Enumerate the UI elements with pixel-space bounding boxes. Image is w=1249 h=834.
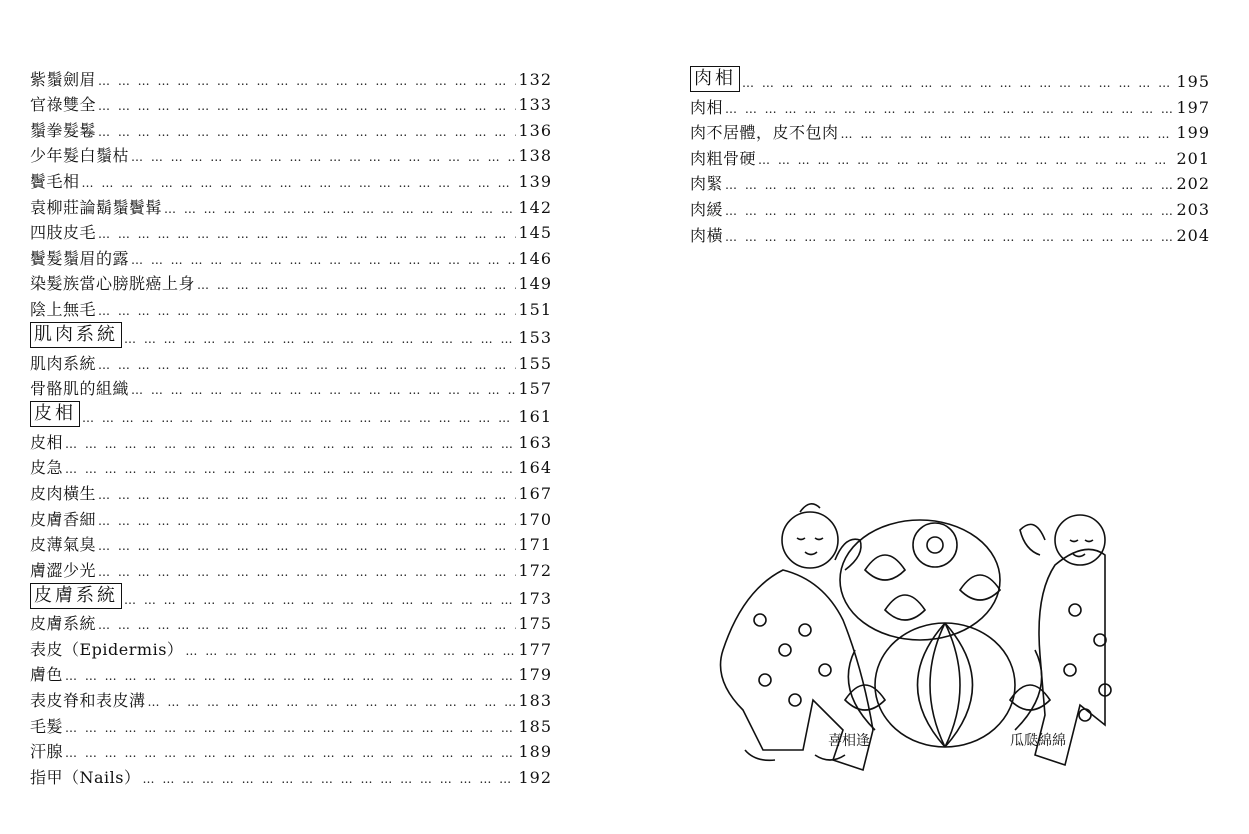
toc-leader-dots (124, 330, 516, 348)
toc-entry-title: 袁柳莊論鬍鬚鬢髯 (30, 197, 163, 217)
toc-entry-title: 鬢髮鬚眉的露 (30, 248, 130, 268)
toc-entry (30, 294, 552, 320)
toc-entry-title: 肉緩 (690, 199, 724, 219)
toc-leader-dots (98, 302, 516, 320)
toc-entry-page: 138 (518, 146, 552, 166)
toc-entry-title: 染髮族當心膀胱癌上身 (30, 274, 196, 294)
toc-section-heading (30, 399, 552, 427)
toc-entry-title: 四肢皮毛 (30, 223, 97, 243)
toc-entry-title: 肌肉系統 (30, 353, 97, 373)
toc-entry-title: 肉緊 (690, 174, 724, 194)
toc-entry-title: 鬢毛相 (30, 171, 80, 191)
toc-leader-dots (197, 276, 516, 294)
toc-entry-page: 164 (518, 458, 552, 478)
toc-entry-page: 155 (518, 353, 552, 373)
toc-leader-dots (65, 744, 516, 762)
toc-entry-title: 表皮（Epidermis） (30, 639, 184, 659)
toc-entry (30, 555, 552, 581)
toc-entry (30, 218, 552, 244)
toc-entry-page: 170 (518, 509, 552, 529)
toc-right-column (690, 64, 1210, 246)
toc-entry-title: 肉粗骨硬 (690, 148, 757, 168)
toc-entry-title: 皮相 (30, 432, 64, 452)
toc-leader-dots (98, 563, 516, 581)
toc-entry-page: 171 (518, 535, 552, 555)
toc-entry-page: 203 (1176, 199, 1210, 219)
toc-entry-title: 皮薄氣臭 (30, 535, 97, 555)
toc-entry (30, 737, 552, 763)
toc-entry-title: 肉不居體，皮不包肉 (690, 123, 839, 143)
toc-entry (30, 90, 552, 116)
toc-entry (30, 504, 552, 530)
toc-entry (30, 634, 552, 660)
toc-entry-page: 132 (518, 69, 552, 89)
toc-leader-dots (143, 770, 517, 788)
toc-entry-page: 173 (518, 588, 552, 608)
toc-entry-page: 197 (1176, 97, 1210, 117)
caption-right: 瓜瓞綿綿 (1010, 733, 1066, 749)
toc-entry (30, 609, 552, 635)
toc-leader-dots (65, 667, 516, 685)
toc-entry-title: 少年髮白鬚枯 (30, 146, 130, 166)
toc-entry (30, 348, 552, 374)
toc-entry (690, 220, 1210, 246)
toc-entry (30, 192, 552, 218)
toc-entry-page: 175 (518, 614, 552, 634)
toc-entry-title: 肉相 (690, 97, 724, 117)
toc-entry-page: 151 (518, 299, 552, 319)
toc-entry-page: 149 (518, 274, 552, 294)
toc-leader-dots (98, 537, 516, 555)
toc-leader-dots (98, 512, 516, 530)
toc-leader-dots (148, 693, 517, 711)
toc-entry (30, 453, 552, 479)
toc-entry-title: 膚色 (30, 665, 64, 685)
toc-entry-title: 皮膚系統 (30, 614, 97, 634)
toc-entry-title: 肉相 (690, 66, 740, 92)
toc-leader-dots (98, 97, 516, 115)
toc-section-heading (690, 64, 1210, 92)
toc-leader-dots (725, 202, 1174, 220)
toc-leader-dots (65, 460, 516, 478)
toc-leader-dots (131, 381, 516, 399)
right-boy-figure (1020, 515, 1111, 765)
toc-entry (30, 685, 552, 711)
toc-entry (30, 711, 552, 737)
toc-entry-page: 185 (518, 716, 552, 736)
toc-leader-dots (164, 200, 516, 218)
toc-entry-title: 皮肉橫生 (30, 483, 97, 503)
toc-entry (690, 92, 1210, 118)
toc-entry (690, 143, 1210, 169)
toc-leader-dots (185, 642, 516, 660)
toc-entry (690, 118, 1210, 144)
toc-entry-page: 133 (518, 95, 552, 115)
toc-entry-title: 皮膚香細 (30, 509, 97, 529)
toc-leader-dots (131, 148, 516, 166)
toc-entry-page: 153 (518, 327, 552, 347)
toc-entry-page: 167 (518, 483, 552, 503)
toc-entry-title: 肉橫 (690, 225, 724, 245)
toc-entry-title: 汗腺 (30, 742, 64, 762)
toc-entry-title: 陰上無毛 (30, 299, 97, 319)
toc-entry (30, 166, 552, 192)
melon-foliage (840, 520, 1050, 747)
toc-leader-dots (98, 356, 516, 374)
toc-entry-page: 136 (518, 120, 552, 140)
toc-entry-page: 183 (518, 691, 552, 711)
toc-entry-title: 紫鬚劍眉 (30, 69, 97, 89)
toc-leader-dots (65, 435, 516, 453)
toc-entry-page: 163 (518, 432, 552, 452)
toc-entry-page: 179 (518, 665, 552, 685)
toc-leader-dots (98, 123, 516, 141)
toc-entry-title: 表皮脊和表皮溝 (30, 691, 146, 711)
toc-entry (30, 530, 552, 556)
toc-entry (30, 478, 552, 504)
toc-leader-dots (742, 74, 1174, 92)
toc-leader-dots (725, 176, 1174, 194)
toc-entry-page: 177 (518, 639, 552, 659)
toc-leader-dots (82, 174, 517, 192)
toc-entry-page: 145 (518, 223, 552, 243)
toc-entry-page: 201 (1176, 148, 1210, 168)
toc-entry (30, 374, 552, 400)
toc-entry-page: 202 (1176, 174, 1210, 194)
toc-entry-title: 鬚拳髮鬈 (30, 120, 97, 140)
toc-entry-page: 195 (1176, 72, 1210, 91)
toc-entry (30, 115, 552, 141)
toc-leader-dots (725, 100, 1174, 118)
toc-entry (690, 169, 1210, 195)
toc-left-column (30, 64, 552, 788)
toc-entry-title: 皮膚系統 (30, 583, 122, 609)
toc-leader-dots (758, 151, 1174, 169)
toc-leader-dots (124, 591, 516, 609)
toc-entry-page: 199 (1176, 123, 1210, 143)
toc-entry (30, 762, 552, 788)
toc-leader-dots (98, 486, 516, 504)
toc-entry-title: 毛髮 (30, 716, 64, 736)
toc-entry (30, 427, 552, 453)
toc-entry (30, 660, 552, 686)
toc-entry (30, 141, 552, 167)
toc-entry-title: 指甲（Nails） (30, 767, 141, 787)
toc-leader-dots (841, 125, 1175, 143)
toc-leader-dots (98, 225, 516, 243)
toc-entry-page: 146 (518, 248, 552, 268)
toc-leader-dots (98, 72, 516, 90)
toc-entry-page: 192 (518, 767, 552, 787)
toc-entry-page: 142 (518, 197, 552, 217)
caption-left: 喜相逢 (828, 733, 870, 749)
toc-entry-page: 139 (518, 171, 552, 191)
toc-entry-title: 皮相 (30, 401, 80, 427)
toc-leader-dots (725, 228, 1174, 246)
toc-entry (690, 194, 1210, 220)
toc-entry-page: 204 (1176, 225, 1210, 245)
toc-entry-page: 189 (518, 742, 552, 762)
toc-entry-title: 皮急 (30, 458, 64, 478)
toc-leader-dots (82, 409, 516, 427)
toc-entry-page: 161 (518, 407, 552, 427)
toc-entry-title: 官祿雙全 (30, 95, 97, 115)
toc-leader-dots (65, 719, 516, 737)
toc-section-heading (30, 320, 552, 348)
toc-entry-page: 172 (518, 560, 552, 580)
toc-entry (30, 64, 552, 90)
toc-entry-title: 骨骼肌的組織 (30, 379, 130, 399)
toc-leader-dots (131, 251, 516, 269)
toc-entry-title: 膚澀少光 (30, 560, 97, 580)
toc-entry-title: 肌肉系統 (30, 322, 122, 348)
toc-section-heading (30, 581, 552, 609)
toc-entry (30, 269, 552, 295)
toc-entry-page: 157 (518, 379, 552, 399)
toc-leader-dots (98, 616, 516, 634)
toc-entry (30, 243, 552, 269)
